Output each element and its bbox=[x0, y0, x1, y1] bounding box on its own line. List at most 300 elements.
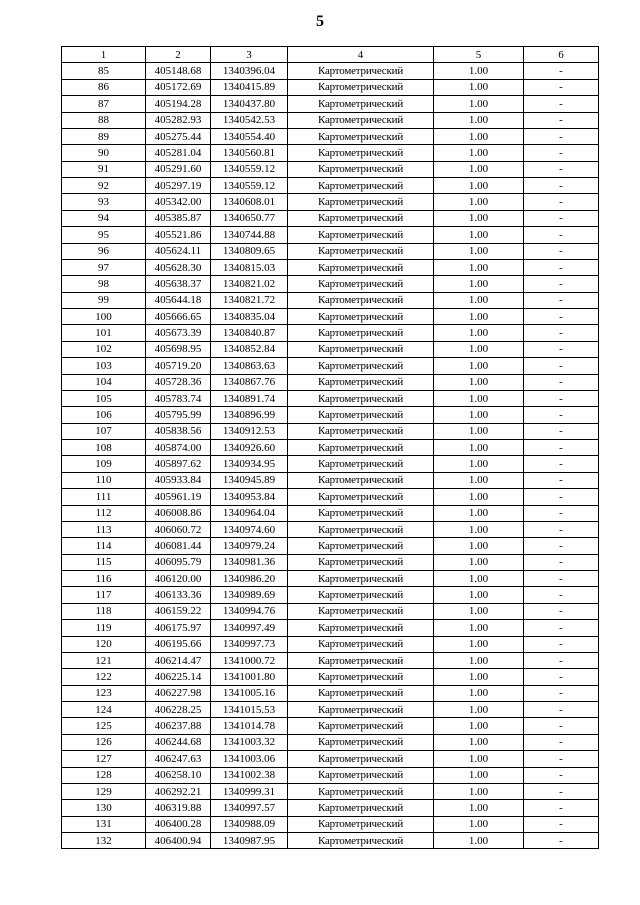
coord-y-cell: 1340997.49 bbox=[211, 620, 288, 636]
coord-y-cell: 1341014.78 bbox=[211, 718, 288, 734]
accuracy-cell: 1.00 bbox=[434, 587, 524, 603]
method-cell: Картометрический bbox=[288, 358, 434, 374]
point-number-cell: 91 bbox=[62, 161, 146, 177]
accuracy-cell: 1.00 bbox=[434, 309, 524, 325]
coord-y-cell: 1340926.60 bbox=[211, 440, 288, 456]
table-row bbox=[62, 63, 599, 79]
coord-y-cell: 1340953.84 bbox=[211, 489, 288, 505]
accuracy-cell: 1.00 bbox=[434, 800, 524, 816]
coord-y-cell: 1341003.32 bbox=[211, 734, 288, 750]
point-number-cell: 107 bbox=[62, 423, 146, 439]
coord-y-cell: 1340863.63 bbox=[211, 358, 288, 374]
table-row bbox=[62, 79, 599, 95]
table-row bbox=[62, 145, 599, 161]
extra-cell: - bbox=[524, 161, 599, 177]
accuracy-cell: 1.00 bbox=[434, 423, 524, 439]
method-cell: Картометрический bbox=[288, 620, 434, 636]
coord-x-cell: 406292.21 bbox=[146, 783, 211, 799]
accuracy-cell: 1.00 bbox=[434, 554, 524, 570]
coord-x-cell: 406133.36 bbox=[146, 587, 211, 603]
coord-x-cell: 405874.00 bbox=[146, 440, 211, 456]
accuracy-cell: 1.00 bbox=[434, 767, 524, 783]
accuracy-cell: 1.00 bbox=[434, 358, 524, 374]
method-cell: Картометрический bbox=[288, 652, 434, 668]
column-header: 2 bbox=[146, 47, 211, 63]
coord-x-cell: 406225.14 bbox=[146, 669, 211, 685]
extra-cell: - bbox=[524, 341, 599, 357]
coord-y-cell: 1340821.02 bbox=[211, 276, 288, 292]
coord-y-cell: 1341002.38 bbox=[211, 767, 288, 783]
coord-y-cell: 1340744.88 bbox=[211, 227, 288, 243]
coord-y-cell: 1340542.53 bbox=[211, 112, 288, 128]
accuracy-cell: 1.00 bbox=[434, 685, 524, 701]
table-row bbox=[62, 358, 599, 374]
table-header-row bbox=[62, 47, 599, 63]
method-cell: Картометрический bbox=[288, 554, 434, 570]
table-row bbox=[62, 341, 599, 357]
point-number-cell: 111 bbox=[62, 489, 146, 505]
coord-x-cell: 406319.88 bbox=[146, 800, 211, 816]
table-row bbox=[62, 620, 599, 636]
table-row bbox=[62, 505, 599, 521]
point-number-cell: 101 bbox=[62, 325, 146, 341]
coord-x-cell: 405783.74 bbox=[146, 390, 211, 406]
method-cell: Картометрический bbox=[288, 816, 434, 832]
coord-y-cell: 1340415.89 bbox=[211, 79, 288, 95]
accuracy-cell: 1.00 bbox=[434, 210, 524, 226]
extra-cell: - bbox=[524, 194, 599, 210]
method-cell: Картометрический bbox=[288, 636, 434, 652]
extra-cell: - bbox=[524, 718, 599, 734]
point-number-cell: 96 bbox=[62, 243, 146, 259]
method-cell: Картометрический bbox=[288, 227, 434, 243]
point-number-cell: 130 bbox=[62, 800, 146, 816]
extra-cell: - bbox=[524, 800, 599, 816]
coord-y-cell: 1341000.72 bbox=[211, 652, 288, 668]
accuracy-cell: 1.00 bbox=[434, 325, 524, 341]
extra-cell: - bbox=[524, 505, 599, 521]
coord-y-cell: 1341001.80 bbox=[211, 669, 288, 685]
method-cell: Картометрический bbox=[288, 456, 434, 472]
coord-x-cell: 405291.60 bbox=[146, 161, 211, 177]
coord-y-cell: 1340821.72 bbox=[211, 292, 288, 308]
coord-y-cell: 1340835.04 bbox=[211, 309, 288, 325]
point-number-cell: 123 bbox=[62, 685, 146, 701]
point-number-cell: 126 bbox=[62, 734, 146, 750]
coord-x-cell: 406227.98 bbox=[146, 685, 211, 701]
coord-y-cell: 1340912.53 bbox=[211, 423, 288, 439]
point-number-cell: 118 bbox=[62, 603, 146, 619]
accuracy-cell: 1.00 bbox=[434, 194, 524, 210]
table-row bbox=[62, 178, 599, 194]
accuracy-cell: 1.00 bbox=[434, 669, 524, 685]
method-cell: Картометрический bbox=[288, 472, 434, 488]
point-number-cell: 103 bbox=[62, 358, 146, 374]
table-row bbox=[62, 669, 599, 685]
coord-y-cell: 1341005.16 bbox=[211, 685, 288, 701]
point-number-cell: 131 bbox=[62, 816, 146, 832]
table-row bbox=[62, 325, 599, 341]
accuracy-cell: 1.00 bbox=[434, 440, 524, 456]
table-row bbox=[62, 587, 599, 603]
column-header: 3 bbox=[211, 47, 288, 63]
extra-cell: - bbox=[524, 96, 599, 112]
page-number: 5 bbox=[316, 13, 324, 30]
point-number-cell: 89 bbox=[62, 128, 146, 144]
extra-cell: - bbox=[524, 620, 599, 636]
table-row bbox=[62, 128, 599, 144]
extra-cell: - bbox=[524, 751, 599, 767]
point-number-cell: 90 bbox=[62, 145, 146, 161]
coord-x-cell: 406244.68 bbox=[146, 734, 211, 750]
accuracy-cell: 1.00 bbox=[434, 161, 524, 177]
method-cell: Картометрический bbox=[288, 587, 434, 603]
coord-y-cell: 1340840.87 bbox=[211, 325, 288, 341]
column-header: 6 bbox=[524, 47, 599, 63]
table-row bbox=[62, 685, 599, 701]
method-cell: Картометрический bbox=[288, 194, 434, 210]
coord-x-cell: 405897.62 bbox=[146, 456, 211, 472]
coord-x-cell: 405719.20 bbox=[146, 358, 211, 374]
accuracy-cell: 1.00 bbox=[434, 521, 524, 537]
extra-cell: - bbox=[524, 390, 599, 406]
extra-cell: - bbox=[524, 227, 599, 243]
accuracy-cell: 1.00 bbox=[434, 374, 524, 390]
accuracy-cell: 1.00 bbox=[434, 538, 524, 554]
coord-y-cell: 1340559.12 bbox=[211, 178, 288, 194]
method-cell: Картометрический bbox=[288, 751, 434, 767]
coord-y-cell: 1340437.80 bbox=[211, 96, 288, 112]
accuracy-cell: 1.00 bbox=[434, 63, 524, 79]
coord-y-cell: 1340560.81 bbox=[211, 145, 288, 161]
accuracy-cell: 1.00 bbox=[434, 472, 524, 488]
point-number-cell: 119 bbox=[62, 620, 146, 636]
accuracy-cell: 1.00 bbox=[434, 292, 524, 308]
point-number-cell: 92 bbox=[62, 178, 146, 194]
method-cell: Картометрический bbox=[288, 505, 434, 521]
table-row bbox=[62, 800, 599, 816]
table-row bbox=[62, 603, 599, 619]
extra-cell: - bbox=[524, 652, 599, 668]
coord-y-cell: 1340945.89 bbox=[211, 472, 288, 488]
method-cell: Картометрический bbox=[288, 178, 434, 194]
extra-cell: - bbox=[524, 79, 599, 95]
extra-cell: - bbox=[524, 521, 599, 537]
coord-x-cell: 405644.18 bbox=[146, 292, 211, 308]
column-header: 5 bbox=[434, 47, 524, 63]
accuracy-cell: 1.00 bbox=[434, 96, 524, 112]
point-number-cell: 94 bbox=[62, 210, 146, 226]
coord-y-cell: 1341015.53 bbox=[211, 702, 288, 718]
extra-cell: - bbox=[524, 489, 599, 505]
point-number-cell: 85 bbox=[62, 63, 146, 79]
method-cell: Картометрический bbox=[288, 374, 434, 390]
coord-x-cell: 406159.22 bbox=[146, 603, 211, 619]
extra-cell: - bbox=[524, 325, 599, 341]
coord-x-cell: 405297.19 bbox=[146, 178, 211, 194]
coord-x-cell: 405385.87 bbox=[146, 210, 211, 226]
table-row bbox=[62, 702, 599, 718]
accuracy-cell: 1.00 bbox=[434, 145, 524, 161]
coord-x-cell: 406060.72 bbox=[146, 521, 211, 537]
point-number-cell: 106 bbox=[62, 407, 146, 423]
table-row bbox=[62, 374, 599, 390]
coord-x-cell: 406008.86 bbox=[146, 505, 211, 521]
method-cell: Картометрический bbox=[288, 407, 434, 423]
coord-x-cell: 405624.11 bbox=[146, 243, 211, 259]
coord-x-cell: 405795.99 bbox=[146, 407, 211, 423]
method-cell: Картометрический bbox=[288, 603, 434, 619]
extra-cell: - bbox=[524, 587, 599, 603]
table-body bbox=[62, 63, 599, 849]
accuracy-cell: 1.00 bbox=[434, 816, 524, 832]
method-cell: Картометрический bbox=[288, 734, 434, 750]
point-number-cell: 128 bbox=[62, 767, 146, 783]
table-row bbox=[62, 259, 599, 275]
table-row bbox=[62, 407, 599, 423]
table-row bbox=[62, 292, 599, 308]
coord-y-cell: 1340608.01 bbox=[211, 194, 288, 210]
table-row bbox=[62, 112, 599, 128]
point-number-cell: 112 bbox=[62, 505, 146, 521]
extra-cell: - bbox=[524, 128, 599, 144]
extra-cell: - bbox=[524, 423, 599, 439]
accuracy-cell: 1.00 bbox=[434, 259, 524, 275]
coord-y-cell: 1340999.31 bbox=[211, 783, 288, 799]
method-cell: Картометрический bbox=[288, 145, 434, 161]
extra-cell: - bbox=[524, 571, 599, 587]
point-number-cell: 127 bbox=[62, 751, 146, 767]
accuracy-cell: 1.00 bbox=[434, 718, 524, 734]
coord-x-cell: 406247.63 bbox=[146, 751, 211, 767]
coord-x-cell: 405194.28 bbox=[146, 96, 211, 112]
point-number-cell: 102 bbox=[62, 341, 146, 357]
accuracy-cell: 1.00 bbox=[434, 489, 524, 505]
method-cell: Картометрический bbox=[288, 259, 434, 275]
table-row bbox=[62, 751, 599, 767]
coord-y-cell: 1340974.60 bbox=[211, 521, 288, 537]
point-number-cell: 113 bbox=[62, 521, 146, 537]
accuracy-cell: 1.00 bbox=[434, 505, 524, 521]
coord-y-cell: 1340989.69 bbox=[211, 587, 288, 603]
method-cell: Картометрический bbox=[288, 63, 434, 79]
coord-x-cell: 405275.44 bbox=[146, 128, 211, 144]
coord-x-cell: 406175.97 bbox=[146, 620, 211, 636]
point-number-cell: 129 bbox=[62, 783, 146, 799]
coord-y-cell: 1340997.57 bbox=[211, 800, 288, 816]
table-row bbox=[62, 276, 599, 292]
coord-x-cell: 405148.68 bbox=[146, 63, 211, 79]
coord-x-cell: 405281.04 bbox=[146, 145, 211, 161]
coord-x-cell: 406258.10 bbox=[146, 767, 211, 783]
point-number-cell: 122 bbox=[62, 669, 146, 685]
table-row bbox=[62, 472, 599, 488]
method-cell: Картометрический bbox=[288, 685, 434, 701]
accuracy-cell: 1.00 bbox=[434, 783, 524, 799]
table-row bbox=[62, 833, 599, 849]
table-row bbox=[62, 538, 599, 554]
accuracy-cell: 1.00 bbox=[434, 751, 524, 767]
method-cell: Картометрический bbox=[288, 718, 434, 734]
accuracy-cell: 1.00 bbox=[434, 407, 524, 423]
coord-x-cell: 406095.79 bbox=[146, 554, 211, 570]
table-row bbox=[62, 440, 599, 456]
method-cell: Картометрический bbox=[288, 341, 434, 357]
coord-y-cell: 1340981.36 bbox=[211, 554, 288, 570]
accuracy-cell: 1.00 bbox=[434, 341, 524, 357]
extra-cell: - bbox=[524, 833, 599, 849]
accuracy-cell: 1.00 bbox=[434, 620, 524, 636]
accuracy-cell: 1.00 bbox=[434, 652, 524, 668]
coord-x-cell: 406195.66 bbox=[146, 636, 211, 652]
table-row bbox=[62, 423, 599, 439]
coord-x-cell: 405961.19 bbox=[146, 489, 211, 505]
table-row bbox=[62, 521, 599, 537]
point-number-cell: 114 bbox=[62, 538, 146, 554]
method-cell: Картометрический bbox=[288, 767, 434, 783]
accuracy-cell: 1.00 bbox=[434, 833, 524, 849]
coord-x-cell: 405698.95 bbox=[146, 341, 211, 357]
coord-y-cell: 1340867.76 bbox=[211, 374, 288, 390]
coord-y-cell: 1340891.74 bbox=[211, 390, 288, 406]
table-row bbox=[62, 767, 599, 783]
method-cell: Картометрический bbox=[288, 423, 434, 439]
method-cell: Картометрический bbox=[288, 309, 434, 325]
method-cell: Картометрический bbox=[288, 833, 434, 849]
point-number-cell: 121 bbox=[62, 652, 146, 668]
extra-cell: - bbox=[524, 358, 599, 374]
coordinates-table bbox=[61, 46, 599, 849]
coord-x-cell: 406120.00 bbox=[146, 571, 211, 587]
table-row bbox=[62, 210, 599, 226]
extra-cell: - bbox=[524, 374, 599, 390]
coord-y-cell: 1340815.03 bbox=[211, 259, 288, 275]
method-cell: Картометрический bbox=[288, 390, 434, 406]
extra-cell: - bbox=[524, 112, 599, 128]
extra-cell: - bbox=[524, 456, 599, 472]
accuracy-cell: 1.00 bbox=[434, 603, 524, 619]
extra-cell: - bbox=[524, 783, 599, 799]
coord-y-cell: 1340934.95 bbox=[211, 456, 288, 472]
method-cell: Картометрический bbox=[288, 783, 434, 799]
extra-cell: - bbox=[524, 472, 599, 488]
accuracy-cell: 1.00 bbox=[434, 243, 524, 259]
column-header: 1 bbox=[62, 47, 146, 63]
table-row bbox=[62, 309, 599, 325]
extra-cell: - bbox=[524, 816, 599, 832]
coord-y-cell: 1340988.09 bbox=[211, 816, 288, 832]
coord-y-cell: 1340987.95 bbox=[211, 833, 288, 849]
extra-cell: - bbox=[524, 734, 599, 750]
method-cell: Картометрический bbox=[288, 800, 434, 816]
table-row bbox=[62, 571, 599, 587]
method-cell: Картометрический bbox=[288, 702, 434, 718]
method-cell: Картометрический bbox=[288, 112, 434, 128]
point-number-cell: 104 bbox=[62, 374, 146, 390]
extra-cell: - bbox=[524, 210, 599, 226]
column-header: 4 bbox=[288, 47, 434, 63]
point-number-cell: 132 bbox=[62, 833, 146, 849]
coord-y-cell: 1340964.04 bbox=[211, 505, 288, 521]
coord-y-cell: 1340852.84 bbox=[211, 341, 288, 357]
table-row bbox=[62, 96, 599, 112]
table-row bbox=[62, 243, 599, 259]
coord-x-cell: 406081.44 bbox=[146, 538, 211, 554]
extra-cell: - bbox=[524, 407, 599, 423]
coord-x-cell: 406400.28 bbox=[146, 816, 211, 832]
extra-cell: - bbox=[524, 243, 599, 259]
coord-y-cell: 1340396.04 bbox=[211, 63, 288, 79]
coord-y-cell: 1340896.99 bbox=[211, 407, 288, 423]
point-number-cell: 95 bbox=[62, 227, 146, 243]
coord-x-cell: 405638.37 bbox=[146, 276, 211, 292]
method-cell: Картометрический bbox=[288, 521, 434, 537]
coord-x-cell: 406400.94 bbox=[146, 833, 211, 849]
point-number-cell: 108 bbox=[62, 440, 146, 456]
table-row bbox=[62, 489, 599, 505]
extra-cell: - bbox=[524, 309, 599, 325]
coord-x-cell: 406214.47 bbox=[146, 652, 211, 668]
coord-x-cell: 405838.56 bbox=[146, 423, 211, 439]
method-cell: Картометрический bbox=[288, 96, 434, 112]
accuracy-cell: 1.00 bbox=[434, 734, 524, 750]
table-row bbox=[62, 734, 599, 750]
method-cell: Картометрический bbox=[288, 669, 434, 685]
extra-cell: - bbox=[524, 702, 599, 718]
accuracy-cell: 1.00 bbox=[434, 178, 524, 194]
extra-cell: - bbox=[524, 554, 599, 570]
method-cell: Картометрический bbox=[288, 210, 434, 226]
coord-x-cell: 405666.65 bbox=[146, 309, 211, 325]
extra-cell: - bbox=[524, 276, 599, 292]
coord-x-cell: 405673.39 bbox=[146, 325, 211, 341]
table-row bbox=[62, 227, 599, 243]
method-cell: Картометрический bbox=[288, 571, 434, 587]
coord-x-cell: 406237.88 bbox=[146, 718, 211, 734]
point-number-cell: 120 bbox=[62, 636, 146, 652]
method-cell: Картометрический bbox=[288, 276, 434, 292]
coord-x-cell: 405172.69 bbox=[146, 79, 211, 95]
coord-x-cell: 405521.86 bbox=[146, 227, 211, 243]
method-cell: Картометрический bbox=[288, 538, 434, 554]
method-cell: Картометрический bbox=[288, 243, 434, 259]
extra-cell: - bbox=[524, 767, 599, 783]
extra-cell: - bbox=[524, 63, 599, 79]
accuracy-cell: 1.00 bbox=[434, 636, 524, 652]
extra-cell: - bbox=[524, 440, 599, 456]
extra-cell: - bbox=[524, 669, 599, 685]
table-row bbox=[62, 652, 599, 668]
table-row bbox=[62, 161, 599, 177]
point-number-cell: 105 bbox=[62, 390, 146, 406]
table-row bbox=[62, 816, 599, 832]
coord-y-cell: 1340986.20 bbox=[211, 571, 288, 587]
accuracy-cell: 1.00 bbox=[434, 112, 524, 128]
point-number-cell: 97 bbox=[62, 259, 146, 275]
method-cell: Картометрический bbox=[288, 489, 434, 505]
table-row bbox=[62, 554, 599, 570]
table-row bbox=[62, 636, 599, 652]
point-number-cell: 116 bbox=[62, 571, 146, 587]
method-cell: Картометрический bbox=[288, 161, 434, 177]
accuracy-cell: 1.00 bbox=[434, 702, 524, 718]
accuracy-cell: 1.00 bbox=[434, 390, 524, 406]
coord-y-cell: 1341003.06 bbox=[211, 751, 288, 767]
point-number-cell: 99 bbox=[62, 292, 146, 308]
coord-x-cell: 405628.30 bbox=[146, 259, 211, 275]
accuracy-cell: 1.00 bbox=[434, 571, 524, 587]
point-number-cell: 115 bbox=[62, 554, 146, 570]
